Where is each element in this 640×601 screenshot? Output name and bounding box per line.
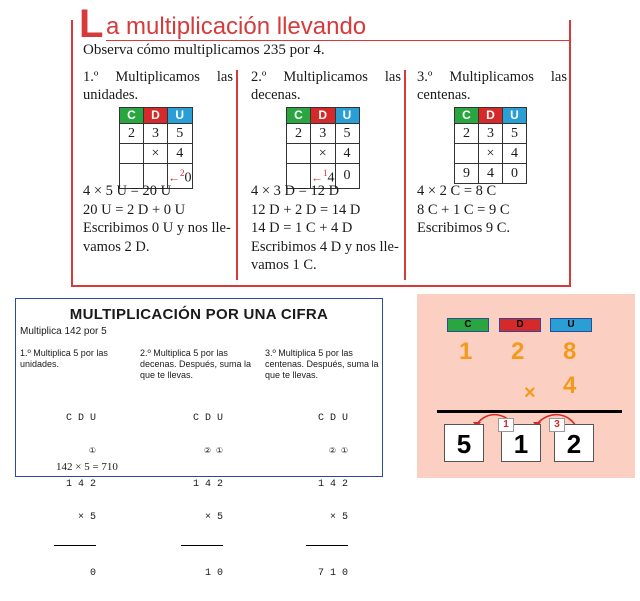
header-c: C xyxy=(287,108,311,124)
top-lesson-panel xyxy=(71,2,571,287)
cell: 5 xyxy=(335,124,359,144)
worksheet-step-3-text: 3.º Multiplica 5 por las centenas. Después, suma la que te llevas. xyxy=(265,348,379,380)
carries: ① xyxy=(88,447,96,456)
carries: ② ① xyxy=(328,447,348,456)
step-1-title: 1.º Multiplicamos las unidades. xyxy=(83,69,233,103)
cell: 2 xyxy=(455,124,479,144)
visual-example-panel xyxy=(417,294,635,478)
explanation-line: 4 × 3 D = 12 D xyxy=(251,183,340,199)
calc-rule xyxy=(306,545,348,546)
header-c: C xyxy=(120,108,144,124)
explanation-line: Escribimos 4 D y nos lle- xyxy=(251,238,399,255)
explanation-line: Escribimos 9 C. xyxy=(417,220,511,236)
explanation-line: 14 D = 1 C + 4 D xyxy=(251,220,353,236)
explanation-line: Escribimos 0 U y nos lle- xyxy=(83,220,231,236)
cell: × xyxy=(144,144,168,164)
multiplier-digit: 4 xyxy=(563,372,577,399)
multiplicand: 1 4 2 xyxy=(317,479,348,490)
header-c: C xyxy=(455,108,479,124)
place-header: C D U xyxy=(65,413,96,424)
multiplier: × 5 xyxy=(329,512,348,523)
explanation-line: 20 U = 2 D + 0 U xyxy=(83,201,186,218)
explanation-line: 4 × 5 U = 20 U xyxy=(83,183,172,199)
explanation-line: 8 C + 1 C = 9 C xyxy=(417,201,510,218)
header-u: U xyxy=(335,108,359,124)
worksheet-panel xyxy=(15,298,383,579)
cell: 4 xyxy=(503,144,527,164)
cell: 9 xyxy=(455,164,479,184)
multiplier: × 5 xyxy=(204,512,223,523)
cell xyxy=(287,144,311,164)
multiplicand: 1 4 2 xyxy=(192,479,223,490)
title-initial: L xyxy=(79,2,104,46)
cell: 0 xyxy=(335,164,359,189)
multiplicand-digit-u: 8 xyxy=(563,338,577,365)
multiplicand: 1 4 2 xyxy=(65,479,96,490)
explanation-line: 12 D + 2 D = 14 D xyxy=(251,201,361,218)
cell xyxy=(120,144,144,164)
step-2-explanation xyxy=(251,182,411,275)
worksheet-step-2-calc xyxy=(181,391,223,601)
cell: 4 xyxy=(168,144,193,164)
calc-rule xyxy=(181,545,223,546)
worksheet-title: MULTIPLICACIÓN POR UNA CIFRA xyxy=(69,306,329,323)
cell: 3 xyxy=(311,124,336,144)
cell: × xyxy=(311,144,336,164)
title-underline xyxy=(106,40,571,41)
cell: 3 xyxy=(144,124,168,144)
header-c-box: C xyxy=(447,318,489,332)
worksheet-step-3-calc xyxy=(306,391,348,601)
cell: 3 xyxy=(479,124,503,144)
cell: 2 xyxy=(287,124,311,144)
worksheet-step-1-text: 1.º Multiplica 5 por las unidades. xyxy=(20,348,108,369)
carry-box-u: 3 xyxy=(549,418,565,432)
place-header: C D U xyxy=(317,413,348,424)
cell: 4 xyxy=(479,164,503,184)
step-1-place-value-table xyxy=(119,107,193,189)
intro-text: Observa cómo multiplicamos 235 por 4. xyxy=(83,42,325,58)
worksheet-result-line: 142 × 5 = 710 xyxy=(56,461,118,473)
step-1-explanation xyxy=(83,182,243,256)
cell xyxy=(455,144,479,164)
header-d: D xyxy=(144,108,168,124)
carry-arrow-icon: ← xyxy=(311,170,323,185)
worksheet-step-2-text: 2.º Multiplica 5 por las decenas. Después, suma la que te llevas. xyxy=(140,348,252,380)
explanation-line: 4 × 2 C = 8 C xyxy=(417,183,497,199)
carries: ② ① xyxy=(203,447,223,456)
carry-value: 1 xyxy=(323,168,328,178)
page-title: a multiplicación llevando xyxy=(106,13,367,40)
cell: 4 xyxy=(327,170,335,186)
result-digit-d: 1 xyxy=(501,424,541,462)
final-result: 7 1 0 xyxy=(317,568,348,579)
step-3-explanation xyxy=(417,182,577,238)
explanation-line: vamos 2 D. xyxy=(83,238,150,255)
worksheet-step-1-calc xyxy=(54,391,96,601)
step-3-title: 3.º Multiplicamos las centenas. xyxy=(417,69,567,103)
cell: 4 xyxy=(335,144,359,164)
header-d: D xyxy=(311,108,336,124)
place-header: C D U xyxy=(192,413,223,424)
header-u-box: U xyxy=(550,318,592,332)
header-d: D xyxy=(479,108,503,124)
partial-result: 1 0 xyxy=(204,568,223,579)
calc-rule xyxy=(54,545,96,546)
multiplicand-digit-d: 2 xyxy=(511,338,525,365)
partial-result: 0 xyxy=(89,568,96,579)
step-2-place-value-table xyxy=(286,107,360,189)
multiplicand-digit-c: 1 xyxy=(459,338,473,365)
cell: 0 xyxy=(503,164,527,184)
cell: 2 xyxy=(120,124,144,144)
cell: 5 xyxy=(168,124,193,144)
cell: 0 xyxy=(184,170,192,186)
carry-box-d: 1 xyxy=(498,418,514,432)
cell: 5 xyxy=(503,124,527,144)
header-d-box: D xyxy=(499,318,541,332)
carry-arrow-icon: ← xyxy=(168,170,180,185)
explanation-line: vamos 1 C. xyxy=(251,257,317,273)
header-u: U xyxy=(168,108,193,124)
cell: × xyxy=(479,144,503,164)
step-3-place-value-table xyxy=(454,107,527,184)
carry-value: 2 xyxy=(180,168,185,178)
multiplier: × 5 xyxy=(77,512,96,523)
times-sign: × xyxy=(524,382,536,404)
header-u: U xyxy=(503,108,527,124)
result-digit-c: 5 xyxy=(444,424,484,462)
result-digit-u: 2 xyxy=(554,424,594,462)
worksheet-subtitle: Multiplica 142 por 5 xyxy=(20,326,107,337)
step-2-title: 2.º Multiplicamos las decenas. xyxy=(251,69,401,103)
